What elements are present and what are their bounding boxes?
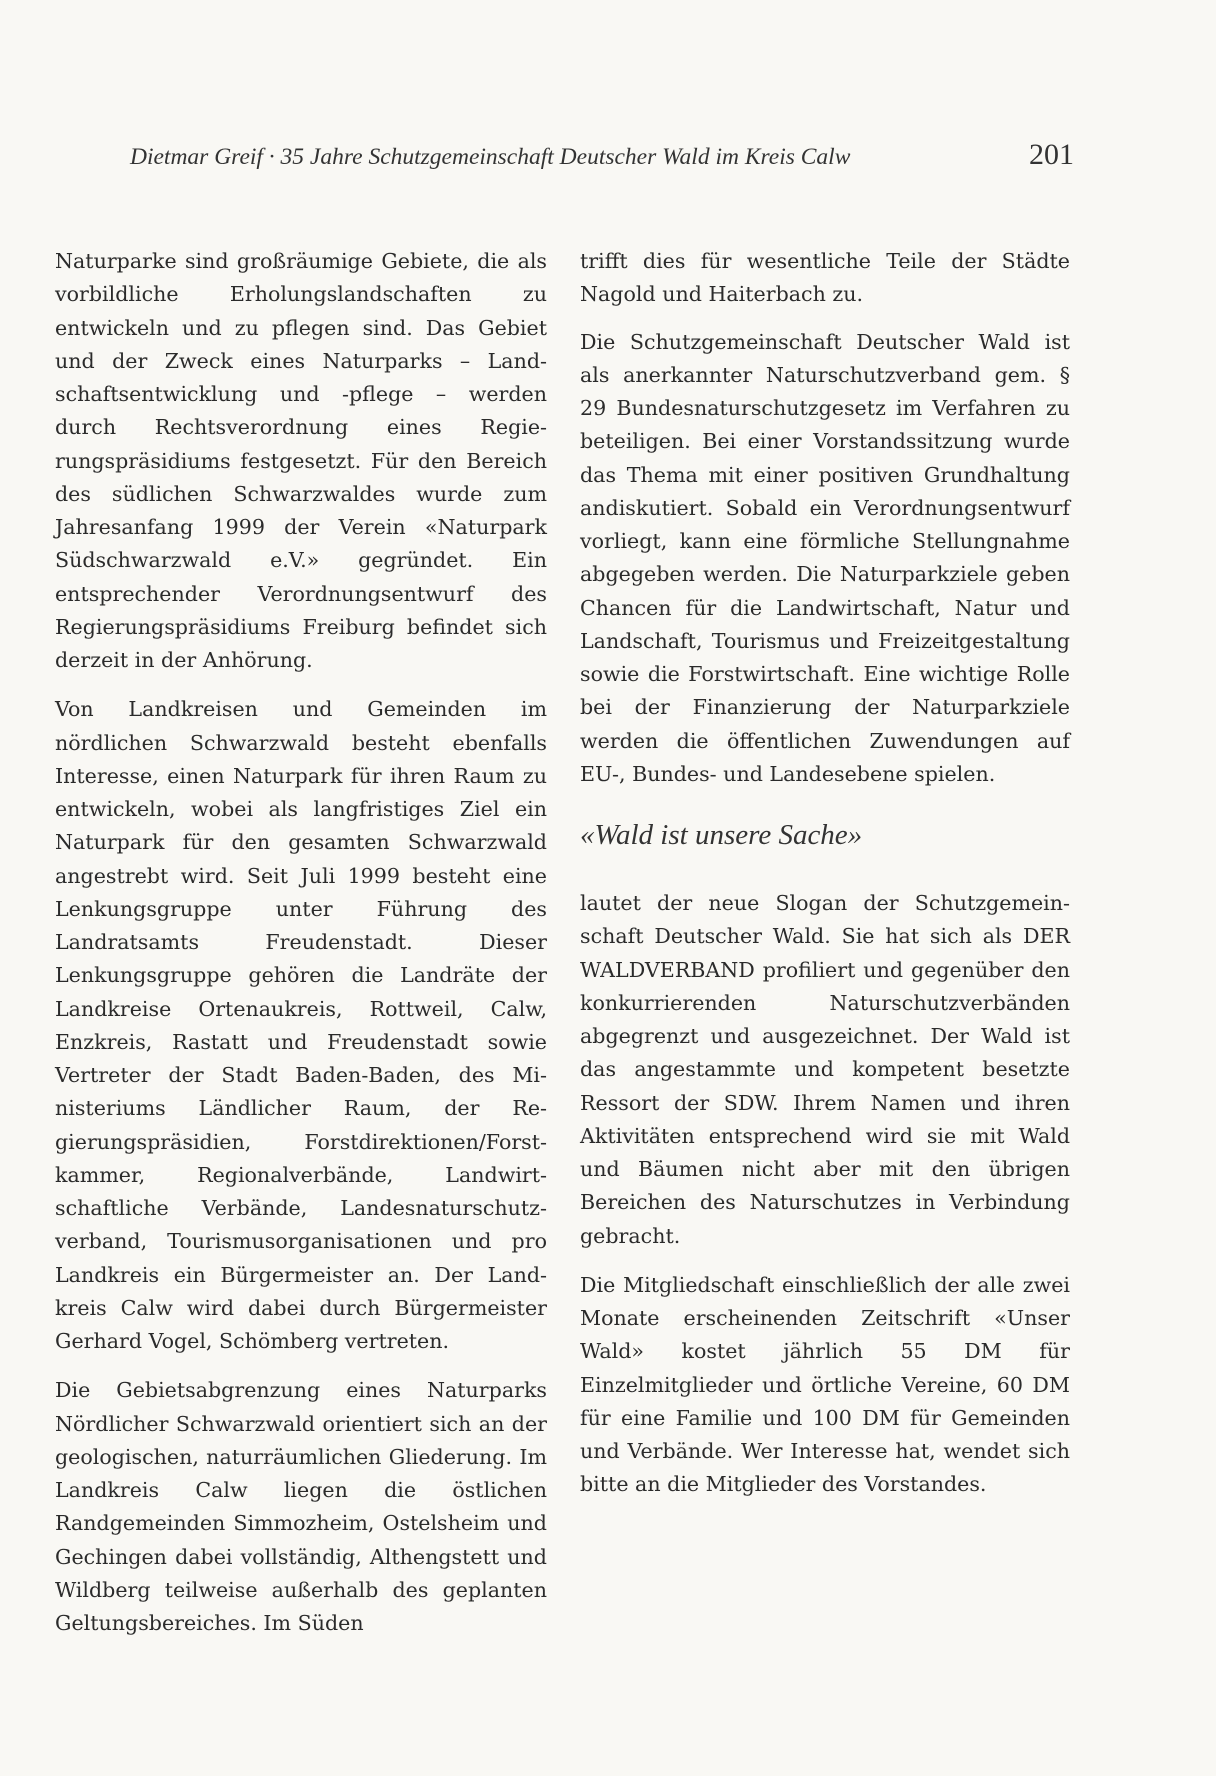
page-header bbox=[130, 138, 1074, 178]
left-column bbox=[55, 245, 547, 1656]
paragraph-mitgliedschaft: Die Mitgliedschaft einschließlich der alle zwei Monate erscheinenden Zeitschrift «Unser Wald» kostet jährlich 55 DM für Einzelmitglieder und örtliche Vereine, 60 DM für eine Familie und 100 DM für Gemeinden und Verbände. Wer Interesse hat, wendet sich bitte an die Mitglieder des Vorstandes. bbox=[580, 1272, 1070, 1497]
paragraph-landkreise: Von Landkreisen und Gemeinden im nördlichen Schwarzwald besteht ebenfalls Interesse, einen Naturpark für ihren Raum zu entwickeln, wobei als langfristiges Ziel ein Naturpark für den gesamten Schwarzwald angestrebt wird. Seit Juli 1999 besteht eine Lenkungsgruppe unter Führung des Landratsamts Freudenstadt. Dieser Lenkungsgruppe gehören die Landräte der Landkreise Ortenaukreis, Rottweil, Calw, Enzkreis, Rastatt und Freudenstadt sowie Vertreter der Stadt Baden-Baden, des Ministeriums Ländlicher Raum, der Regierungspräsidien, Forstdirektionen/Forstkammer, Regionalverbände, Landwirtschaftliche Verbände, Landesnaturschutzverband, Tourismusorganisationen und pro Landkreis ein Bürgermeister an. Der Landkreis Calw wird dabei durch Bürgermeister Gerhard Vogel, Schömberg vertreten. bbox=[55, 697, 547, 1353]
paragraph-gebietsabgrenzung: Die Gebietsabgrenzung eines Naturparks Nördlicher Schwarzwald orientiert sich an der geologischen, naturräumlichen Gliederung. Im Landkreis Calw liegen die östlichen Randgemeinden Simmozheim, Ostelsheim und Gechingen dabei vollständig, Althengstett und Wildberg teilweise außerhalb des geplanten Geltungsbereiches. Im Süden bbox=[55, 1378, 547, 1635]
paragraph-continuation: trifft dies für wesentliche Teile der Städte Nagold und Haiterbach zu. bbox=[580, 249, 1070, 307]
right-column bbox=[580, 245, 1070, 1518]
running-head: Dietmar Greif · 35 Jahre Schutzgemeinschaft Deutscher Wald im Kreis Calw bbox=[130, 144, 851, 170]
paragraph-schutzgemeinschaft: Die Schutzgemeinschaft Deutscher Wald ist als anerkannter Naturschutzverband gem. § 29 Bundesnaturschutzgesetz im Verfahren zu beteiligen. Bei einer Vorstandssitzung wurde das Thema mit einer positiven Grundhaltung andiskutiert. Sobald ein Verordnungsentwurf vorliegt, kann eine förmliche Stellungnahme abgegeben werden. Die Naturparkziele geben Chancen für die Landwirtschaft, Natur und Landschaft, Tourismus und Freizeitgestaltung sowie die Forstwirtschaft. Eine wichtige Rolle bei der Finanzierung der Naturparkziele werden die öffentlichen Zuwendungen auf EU-, Bundes- und Landesebene spielen. bbox=[580, 329, 1070, 786]
paragraph-slogan: lautet der neue Slogan der Schutzgemeinschaft Deutscher Wald. Sie hat sich als DER WALDVERBAND profiliert und gegenüber den konkurrierenden Naturschutzverbänden abgegrenzt und ausgezeichnet. Der Wald ist das angestammte und kompetent besetzte Ressort der SDW. Ihrem Namen und ihren Aktivitäten entsprechend wird sie mit Wald und Bäumen nicht aber mit den übrigen Bereichen des Naturschutzes in Verbindung gebracht. bbox=[580, 891, 1070, 1248]
page-number: 201 bbox=[1029, 138, 1074, 171]
paragraph-naturparke: Naturparke sind großräumige Gebiete, die als vorbildliche Erholungslandschaften zu entwickeln und zu pflegen sind. Das Gebiet und der Zweck eines Naturparks – Landschaftsentwicklung und -pflege – werden durch Rechtsverordnung eines Regierungspräsidiums festgesetzt. Für den Bereich des südlichen Schwarzwaldes wurde zum Jahresanfang 1999 der Verein «Naturpark Südschwarzwald e.V.» gegründet. Ein entsprechender Verordnungsentwurf des Regierungspräsidiums Freiburg befindet sich derzeit in der Anhörung. bbox=[55, 249, 547, 672]
section-heading: «Wald ist unsere Sache» bbox=[580, 819, 863, 851]
